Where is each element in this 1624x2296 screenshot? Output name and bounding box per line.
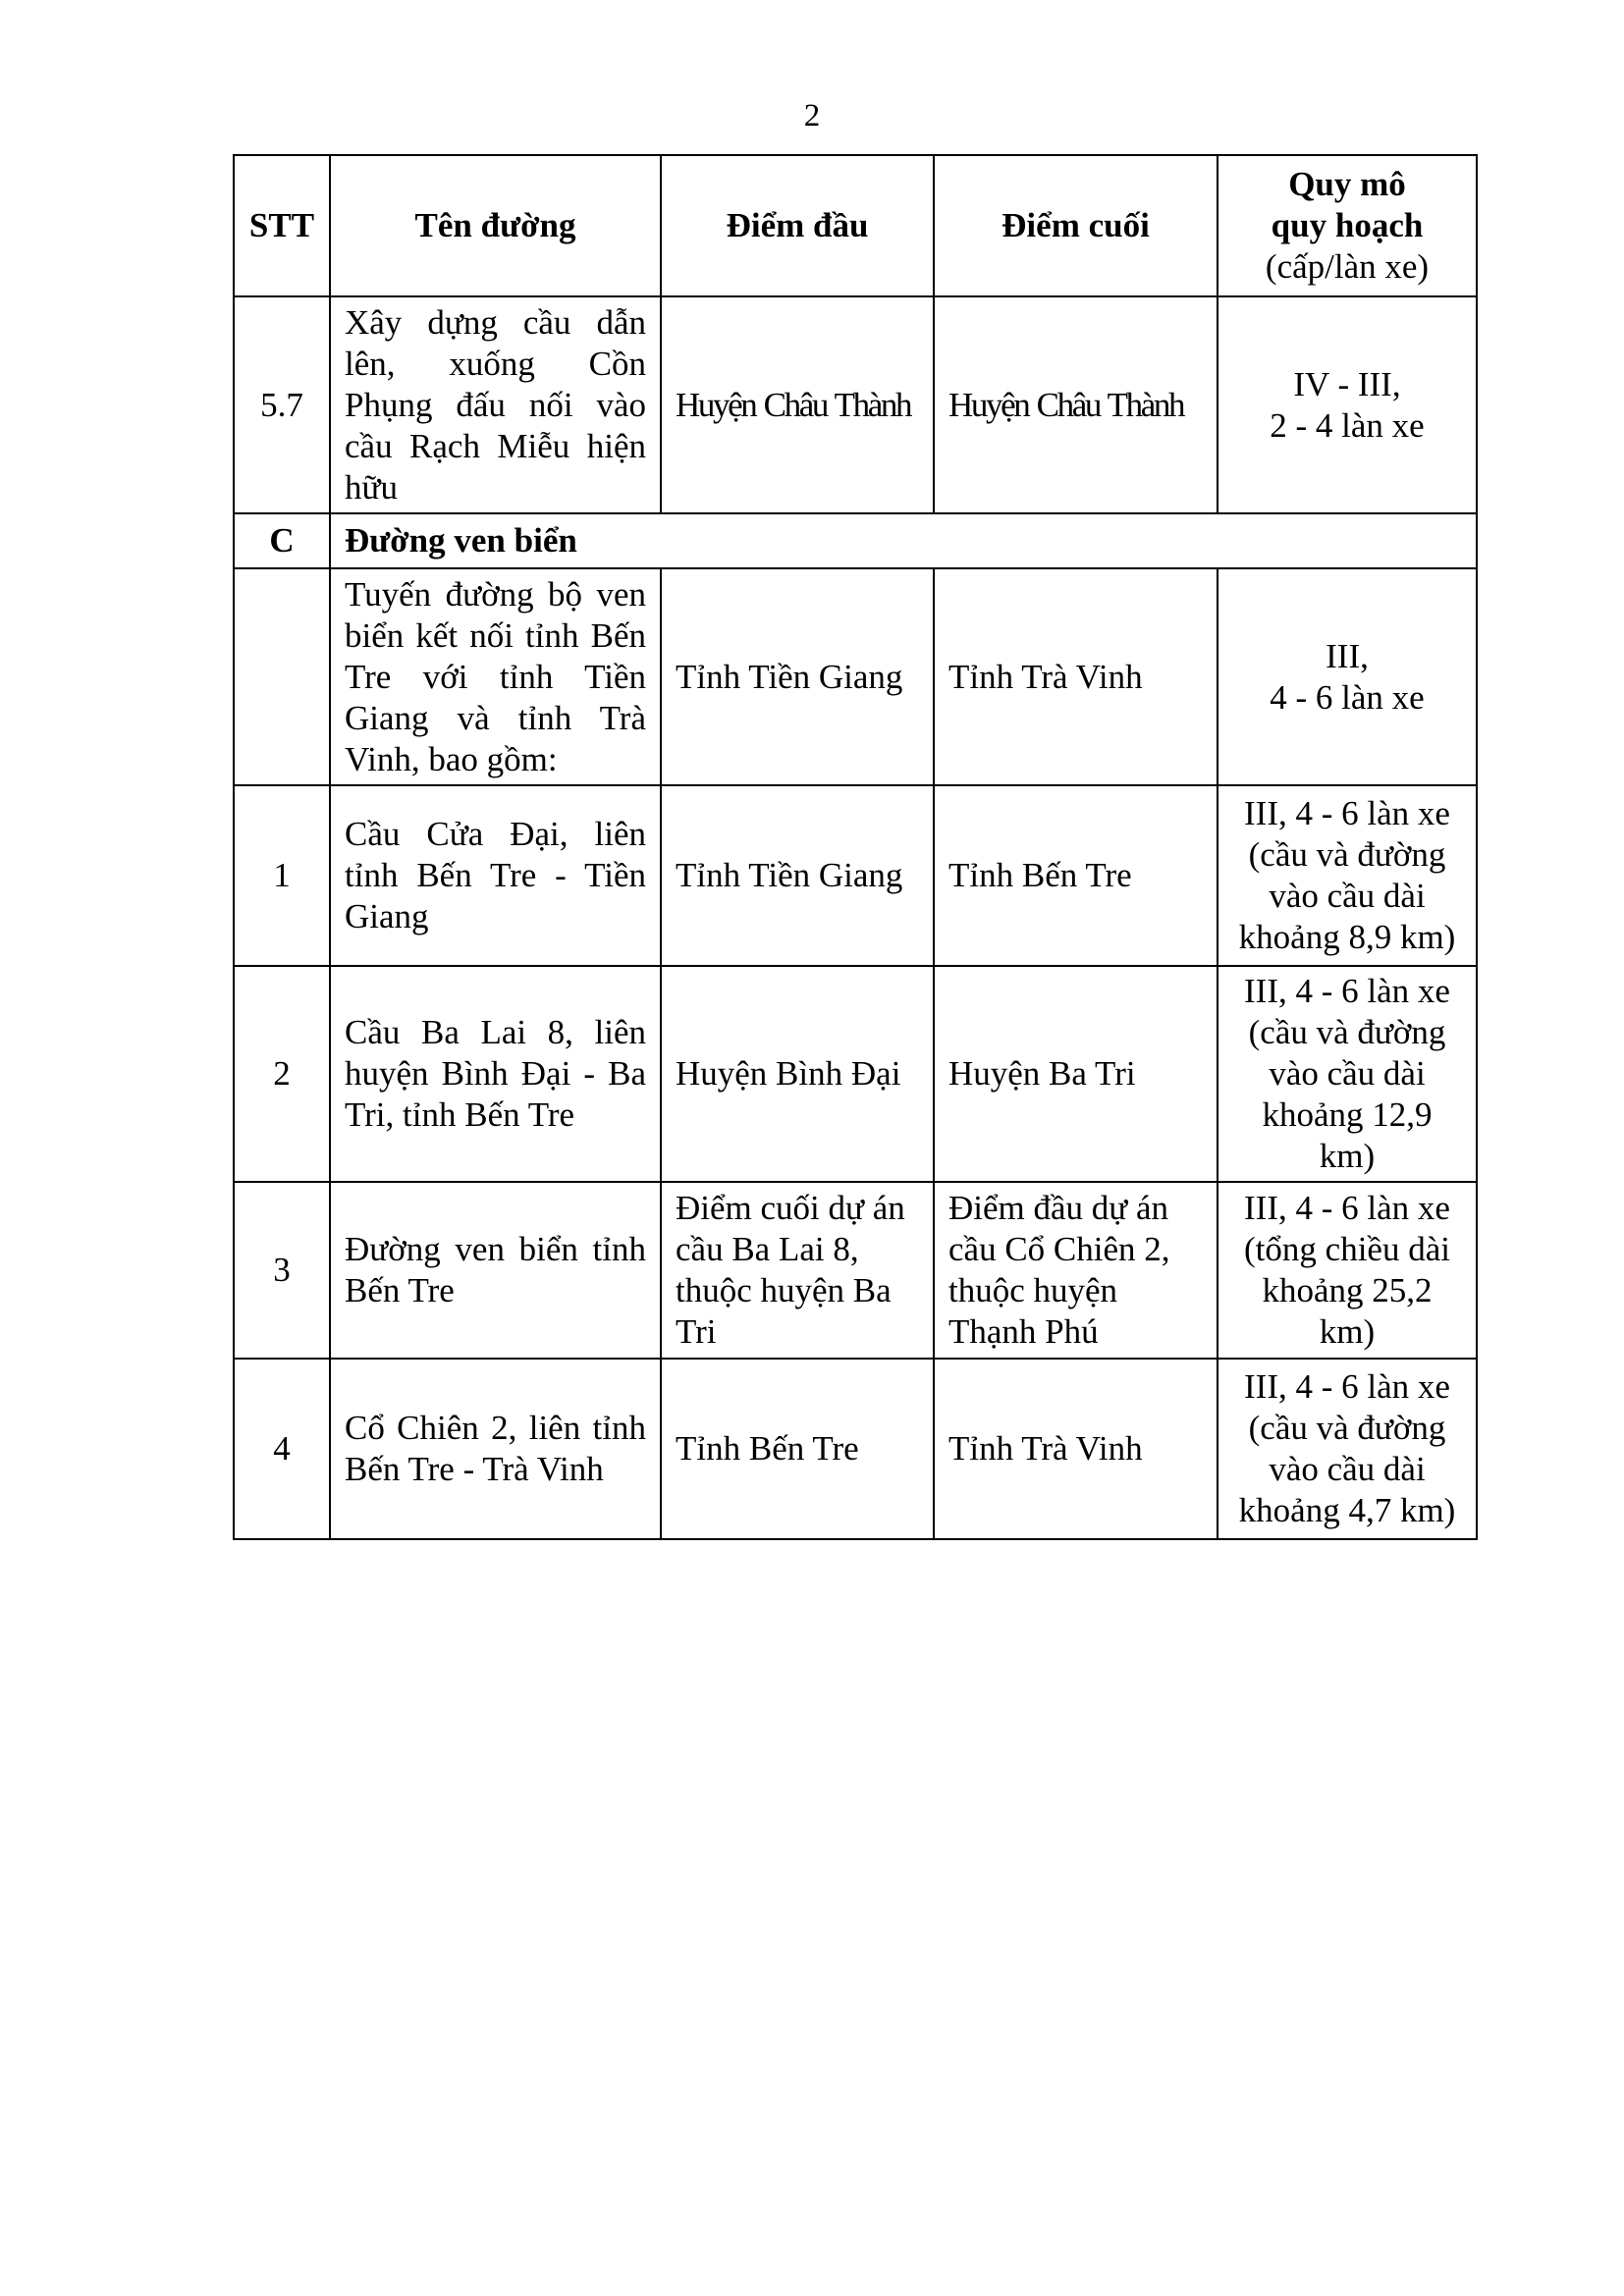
cell-quy-mo — [1218, 1359, 1477, 1539]
quy-mo-line: vào cầu dài — [1269, 877, 1426, 915]
cell-ten-duong: Cầu Ba Lai 8, liên huyện Bình Đại - Ba Tri, tỉnh Bến Tre — [330, 966, 661, 1182]
table-row — [234, 1182, 1477, 1359]
section-title: Đường ven biển — [330, 513, 1477, 568]
quy-mo-line: (cầu và đường — [1248, 835, 1446, 874]
page-number: 2 — [803, 98, 821, 133]
quy-mo-line: vào cầu dài — [1269, 1450, 1426, 1488]
cell-stt: 5.7 — [234, 296, 330, 513]
cell-quy-mo — [1218, 568, 1477, 785]
quy-mo-line: III, — [1326, 636, 1369, 675]
header-quy-mo-line1: Quy mô — [1288, 165, 1406, 203]
header-diem-dau: Điểm đầu — [661, 155, 934, 296]
cell-diem-cuoi: Huyện Châu Thành — [934, 296, 1218, 513]
header-ten-duong: Tên đường — [330, 155, 661, 296]
cell-quy-mo — [1218, 1182, 1477, 1359]
section-stt: C — [234, 513, 330, 568]
quy-mo-line: 4 - 6 làn xe — [1270, 677, 1425, 717]
cell-ten-duong: Cổ Chiên 2, liên tỉnh Bến Tre - Trà Vinh — [330, 1359, 661, 1539]
cell-ten-duong: Đường ven biển tỉnh Bến Tre — [330, 1182, 661, 1359]
cell-stt: 4 — [234, 1359, 330, 1539]
header-diem-cuoi: Điểm cuối — [934, 155, 1218, 296]
cell-diem-cuoi: Tỉnh Bến Tre — [934, 785, 1218, 966]
cell-stt — [234, 568, 330, 785]
section-row — [234, 513, 1477, 568]
quy-mo-line: (tổng chiều dài — [1244, 1230, 1450, 1268]
cell-diem-dau: Huyện Bình Đại — [661, 966, 934, 1182]
table-row — [234, 966, 1477, 1182]
cell-diem-cuoi: Huyện Ba Tri — [934, 966, 1218, 1182]
cell-ten-duong: Tuyến đường bộ ven biển kết nối tỉnh Bến Tre với tỉnh Tiền Giang và tỉnh Trà Vinh, bao gồm: — [330, 568, 661, 785]
cell-quy-mo — [1218, 296, 1477, 513]
table-header-row — [234, 155, 1477, 296]
quy-mo-line: 2 - 4 làn xe — [1270, 405, 1425, 445]
quy-mo-line: III, 4 - 6 làn xe — [1244, 972, 1450, 1010]
quy-mo-line: khoảng 12,9 km) — [1262, 1095, 1433, 1175]
quy-mo-line: (cầu và đường — [1248, 1013, 1446, 1051]
road-planning-table — [233, 154, 1478, 1540]
cell-diem-dau: Tỉnh Tiền Giang — [661, 568, 934, 785]
header-quy-mo — [1218, 155, 1477, 296]
cell-quy-mo — [1218, 966, 1477, 1182]
cell-diem-dau: Tỉnh Bến Tre — [661, 1359, 934, 1539]
quy-mo-line: III, 4 - 6 làn xe — [1244, 794, 1450, 832]
cell-diem-dau: Huyện Châu Thành — [661, 296, 934, 513]
header-quy-mo-unit: (cấp/làn xe) — [1265, 247, 1430, 286]
cell-quy-mo — [1218, 785, 1477, 966]
cell-ten-duong: Cầu Cửa Đại, liên tỉnh Bến Tre - Tiền Giang — [330, 785, 661, 966]
quy-mo-line: III, 4 - 6 làn xe — [1244, 1189, 1450, 1227]
header-stt: STT — [234, 155, 330, 296]
cell-stt: 2 — [234, 966, 330, 1182]
quy-mo-line: (cầu và đường — [1248, 1409, 1446, 1447]
table-row — [234, 568, 1477, 785]
cell-stt: 3 — [234, 1182, 330, 1359]
cell-diem-cuoi: Tỉnh Trà Vinh — [934, 1359, 1218, 1539]
quy-mo-line: IV - III, — [1293, 364, 1401, 403]
cell-diem-dau: Điểm cuối dự án cầu Ba Lai 8, thuộc huyện Ba Tri — [661, 1182, 934, 1359]
table-row — [234, 1359, 1477, 1539]
cell-diem-dau: Tỉnh Tiền Giang — [661, 785, 934, 966]
table-row — [234, 785, 1477, 966]
cell-stt: 1 — [234, 785, 330, 966]
quy-mo-line: khoảng 25,2 km) — [1262, 1271, 1433, 1351]
quy-mo-line: vào cầu dài — [1269, 1054, 1426, 1093]
cell-diem-cuoi: Tỉnh Trà Vinh — [934, 568, 1218, 785]
quy-mo-line: III, 4 - 6 làn xe — [1244, 1367, 1450, 1406]
header-quy-mo-line2: quy hoạch — [1271, 206, 1424, 244]
table-row — [234, 296, 1477, 513]
quy-mo-line: khoảng 8,9 km) — [1238, 918, 1456, 956]
cell-ten-duong: Xây dựng cầu dẫn lên, xuống Cồn Phụng đấu nối vào cầu Rạch Miễu hiện hữu — [330, 296, 661, 513]
cell-diem-cuoi: Điểm đầu dự án cầu Cổ Chiên 2, thuộc huyện Thạnh Phú — [934, 1182, 1218, 1359]
quy-mo-line: khoảng 4,7 km) — [1238, 1491, 1456, 1529]
